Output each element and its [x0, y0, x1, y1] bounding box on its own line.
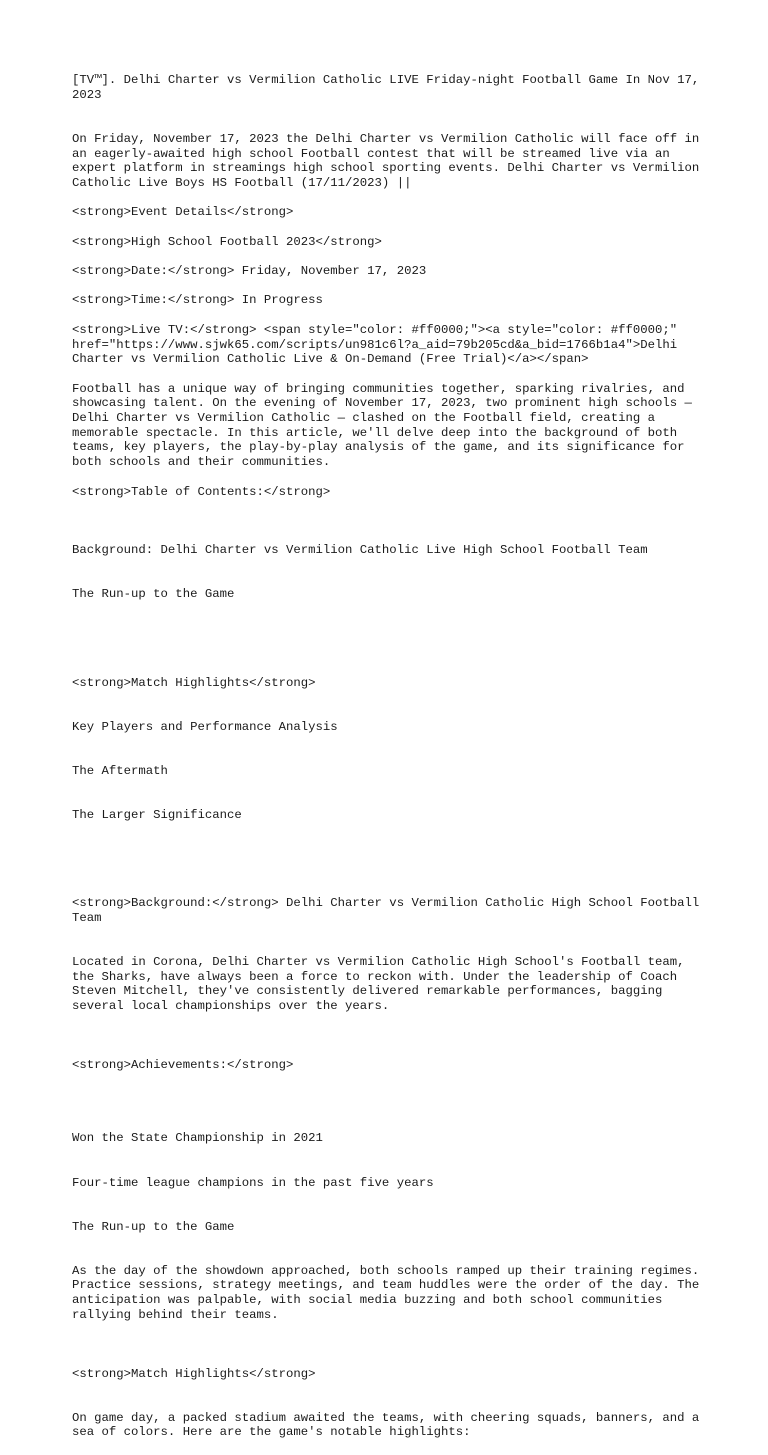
toc-item: Key Players and Performance Analysis — [72, 719, 338, 734]
toc-group-1 — [72, 514, 712, 632]
football-paragraph: Football has a unique way of bringing communities together, sparking rivalries, and showcasing talent. On the evening of November 17, 2023, two prominent high schools — Delhi Charter vs Vermilion Catholic — clashed on the Football field, creating a memorable spectacle. In this article, we'll delve deep into the background of both teams, key players, the play-by-play analysis of the game, and its significance for both schools and their communities. — [72, 381, 700, 470]
match-highlights-heading: <strong>Match Highlights</strong> — [72, 1366, 316, 1381]
background-heading: <strong>Background:</strong> Delhi Charter vs Vermilion Catholic High School Football Team — [72, 896, 707, 925]
toc-match-highlights: <strong>Match Highlights</strong> — [72, 675, 316, 690]
toc-group-2 — [72, 646, 712, 852]
document-title: [TV™]. Delhi Charter vs Vermilion Catholic LIVE Friday-night Football Game In Nov 17, 2023 — [72, 73, 707, 102]
background-section — [72, 867, 712, 1043]
toc-item: The Aftermath — [72, 763, 168, 778]
achievements-heading: <strong>Achievements:</strong> — [72, 1057, 294, 1072]
intro-paragraph: On Friday, November 17, 2023 the Delhi Charter vs Vermilion Catholic will face off in an eagerly-awaited high school Football contest that will be streamed live via an expert platform in streamings high school sporting events. Delhi Charter vs Vermilion Catholic Live Boys HS Football (17/11/2023) || — [72, 131, 707, 190]
achievement-item: Won the State Championship in 2021 — [72, 1131, 323, 1146]
date-line: <strong>Date:</strong> Friday, November 17, 2023 — [72, 264, 427, 279]
background-text: Located in Corona, Delhi Charter vs Vermilion Catholic High School's Football team, the Sharks, have always been a force to reckon with. Under the leadership of Coach Steven Mitchell, they've consistently delivered remarkable performances, bagging several local championships over the years. — [72, 955, 692, 1014]
achievement-item: Four-time league champions in the past five years — [72, 1175, 434, 1190]
time-line: <strong>Time:</strong> In Progress — [72, 293, 323, 308]
event-details-heading: <strong>Event Details</strong> — [72, 205, 294, 220]
runup-heading: The Run-up to the Game — [72, 1219, 235, 1234]
achievements-list — [72, 1102, 712, 1352]
gameday-paragraph: On game day, a packed stadium awaited the teams, with cheering squads, banners, and a sea of colors. Here are the game's notable highlights: — [72, 1410, 707, 1440]
hs-football-heading: <strong>High School Football 2023</strong> — [72, 234, 382, 249]
toc-item: The Larger Significance — [72, 808, 242, 822]
document-page — [72, 73, 712, 1455]
live-tv-line: <strong>Live TV:</strong> <span style="color: #ff0000;"><a style="color: #ff0000;" href="https://www.sjwk65.com/scripts/un981c6l?a_aid=79b205cd&a_bid=1766b1a4">Delhi Charter vs Vermilion Catholic Live & On-Demand (Free Trial)</a></span> — [72, 322, 685, 367]
toc-heading: <strong>Table of Contents:</strong> — [72, 484, 331, 499]
toc-item: The Run-up to the Game — [72, 587, 235, 602]
runup-text: As the day of the showdown approached, both schools ramped up their training regimes. Practice sessions, strategy meetings, and team huddles were the order of the day. The anticipation was palpable, with social media buzzing and both school communities rallying behind their teams. — [72, 1263, 707, 1322]
toc-item: Background: Delhi Charter vs Vermilion Catholic Live High School Football Team — [72, 543, 648, 558]
